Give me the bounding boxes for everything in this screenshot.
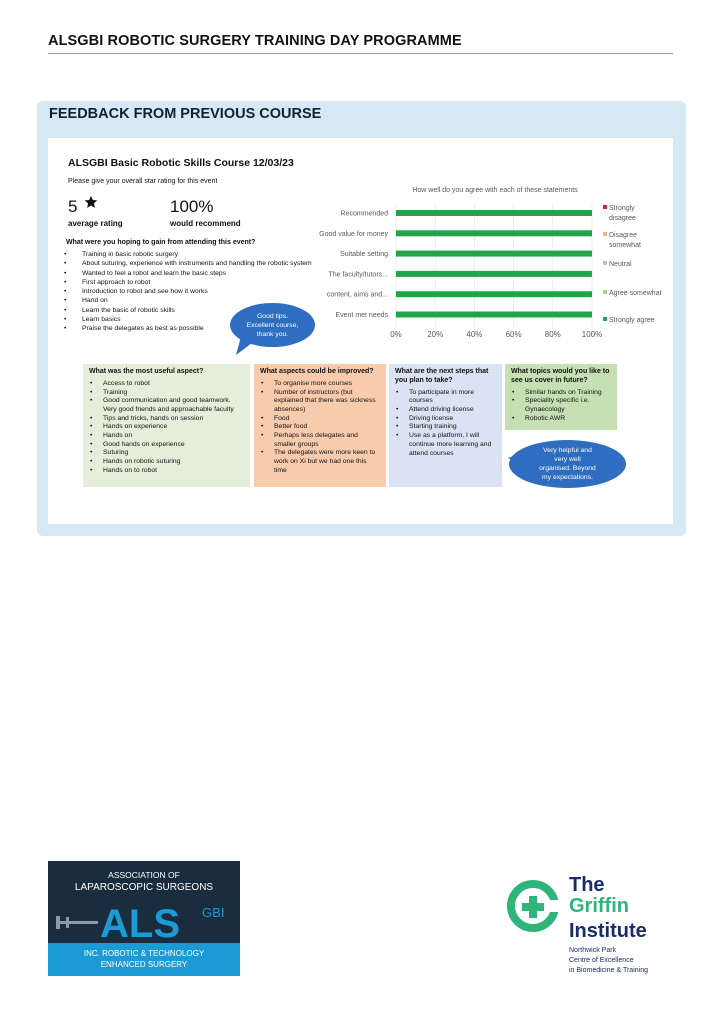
box-item: • Number of instructors (but explained that there was sickness absences) [260, 389, 380, 415]
rating-prompt: Please give your overall star rating for this event [68, 178, 218, 185]
legend-swatch [603, 261, 607, 265]
gain-item: • Learn the basic of robotic skills [64, 306, 314, 315]
comment-line: thank you. [256, 330, 289, 338]
logo-text: ASSOCIATION OF [108, 870, 180, 880]
gain-item: • Training in basic robotic surgery [64, 250, 314, 259]
box-item: • To participate in more courses [395, 389, 496, 406]
comment-line: very well [554, 456, 581, 463]
comment-line: Excellent course, [246, 321, 299, 329]
rating-value: 5 [68, 197, 78, 216]
box-title: What was the most useful aspect? [89, 368, 204, 375]
box-item: • Driving license [395, 415, 496, 424]
box-item: • Good communication and good teamwork. Very good friends and approachable faculty [89, 397, 244, 414]
box-title: What aspects could be improved? [260, 368, 374, 375]
gain-item: • Learn basics [64, 315, 314, 324]
griffin-institute-logo [505, 866, 685, 981]
box-item: • Good hands on experience [89, 441, 244, 450]
gain-item: • Introduction to robot and see how it works [64, 287, 314, 296]
logo-subtext: Northwick Park [569, 947, 617, 954]
box-item: • Robotic AWR [511, 415, 611, 424]
legend-swatch [603, 205, 607, 209]
course-title: ALSGBI Basic Robotic Skills Course 12/03/23 [68, 157, 294, 169]
logo-mark: ALS [100, 902, 180, 946]
box-item: • Hands on robotic suturing [89, 458, 244, 467]
box-item: • Perhaps less delegates and smaller groups [260, 432, 380, 449]
box-item: • Food [260, 415, 380, 424]
gain-item: • Praise the delegates as best as possible [64, 324, 314, 333]
category-label: Suitable setting [340, 251, 388, 259]
legend-swatch [603, 232, 607, 236]
legend-label: Strongly [609, 205, 635, 212]
comment-line: Very helpful and [543, 447, 592, 454]
box-item: • Access to robot [89, 380, 244, 389]
box-item: • Starting training [395, 423, 496, 432]
box-item: • Use as a platform, I will continue more learning and attend courses [395, 432, 496, 458]
category-label: The faculty/tutors... [328, 271, 388, 279]
legend-label: disagree [609, 215, 636, 222]
logo-text: ENHANCED SURGERY [100, 960, 188, 969]
x-tick-label: 0% [390, 329, 402, 339]
bar-segment [396, 291, 592, 297]
x-tick-label: 60% [505, 329, 522, 339]
comment-line: my expectations. [542, 474, 593, 481]
box-title: What are the next steps that you plan to take? [395, 368, 489, 384]
category-label: Event met needs [335, 312, 388, 319]
bar-segment [396, 210, 592, 216]
recommend-value: 100% [170, 197, 214, 216]
gain-item: • About suturing, experience with instruments and handling the robotic system [64, 259, 314, 268]
agreement-chart [300, 180, 680, 345]
comment-line: Good tips. [257, 312, 288, 320]
useful-aspect-box [83, 364, 250, 487]
bar-segment [396, 271, 592, 277]
logo-text: LAPAROSCOPIC SURGEONS [74, 882, 214, 893]
improvements-box [254, 364, 386, 487]
legend-label: Neutral [609, 261, 632, 268]
title-divider [48, 53, 673, 54]
gain-item: • Hand on [64, 296, 314, 305]
bar-segment [396, 312, 592, 318]
box-item: • Similar hands on Training [511, 389, 611, 398]
logo-text: Institute [569, 920, 647, 942]
legend-swatch [603, 290, 607, 294]
star-icon [84, 195, 98, 209]
recommend-label: would recommend [170, 219, 241, 228]
x-tick-label: 20% [427, 329, 444, 339]
gain-item: • Wanted to feel a robot and learn the basic steps [64, 269, 314, 278]
legend-swatch [603, 317, 607, 321]
alsgbi-logo [48, 861, 240, 976]
category-label: Good value for money [319, 230, 388, 238]
category-label: content, aims and... [326, 291, 388, 299]
box-item: • Speciality specific i.e. Gynaecology [511, 397, 611, 414]
next-steps-box [389, 364, 502, 487]
box-item: • Hands on to robot [89, 467, 244, 476]
x-tick-label: 100% [581, 329, 603, 339]
logo-text: The [569, 874, 605, 896]
box-item: • Hands on experience [89, 423, 244, 432]
box-item: • Better food [260, 423, 380, 432]
chart-title: How well do you agree with each of these statements [412, 187, 578, 194]
category-label: Recommended [340, 210, 388, 218]
logo-text: INC. ROBOTIC & TECHNOLOGY [83, 949, 205, 958]
gain-question: What were you hoping to gain from attending this event? [66, 239, 256, 246]
gain-item: • First approach to robot [64, 278, 314, 287]
box-item: • Tips and tricks, hands on session [89, 415, 244, 424]
rating-label: average rating [68, 219, 123, 228]
bar-segment [396, 251, 592, 257]
bar-segment [396, 230, 592, 236]
x-tick-label: 40% [466, 329, 483, 339]
document-title: ALSGBI ROBOTIC SURGERY TRAINING DAY PROGRAMME [48, 33, 462, 49]
box-item: • Training [89, 389, 244, 398]
box-title: What topics would you like to see us cover in future? [511, 368, 610, 384]
box-item: • Attend driving license [395, 406, 496, 415]
logo-text: Griffin [569, 895, 629, 917]
legend-label: Strongly agree [609, 317, 655, 324]
box-item: • Hands on [89, 432, 244, 441]
box-item: • To organise more courses [260, 380, 380, 389]
logo-subtext: Centre of Excellence [569, 957, 634, 964]
future-topics-box [505, 364, 617, 430]
legend-label: Disagree [609, 232, 638, 239]
legend-label: Agree somewhat [609, 290, 662, 297]
panel-title: FEEDBACK FROM PREVIOUS COURSE [49, 106, 322, 122]
comment-line: organised. Beyond [539, 465, 596, 472]
legend-label: somewhat [609, 242, 641, 249]
logo-subtext: in Biomedicine & Training [569, 967, 648, 974]
comment-bubble [509, 440, 626, 488]
box-item: • The delegates were more keen to work on Xi but we had one this time [260, 449, 380, 475]
box-item: • Suturing [89, 449, 244, 458]
x-tick-label: 80% [544, 329, 561, 339]
logo-gbi: GBI [202, 905, 225, 920]
